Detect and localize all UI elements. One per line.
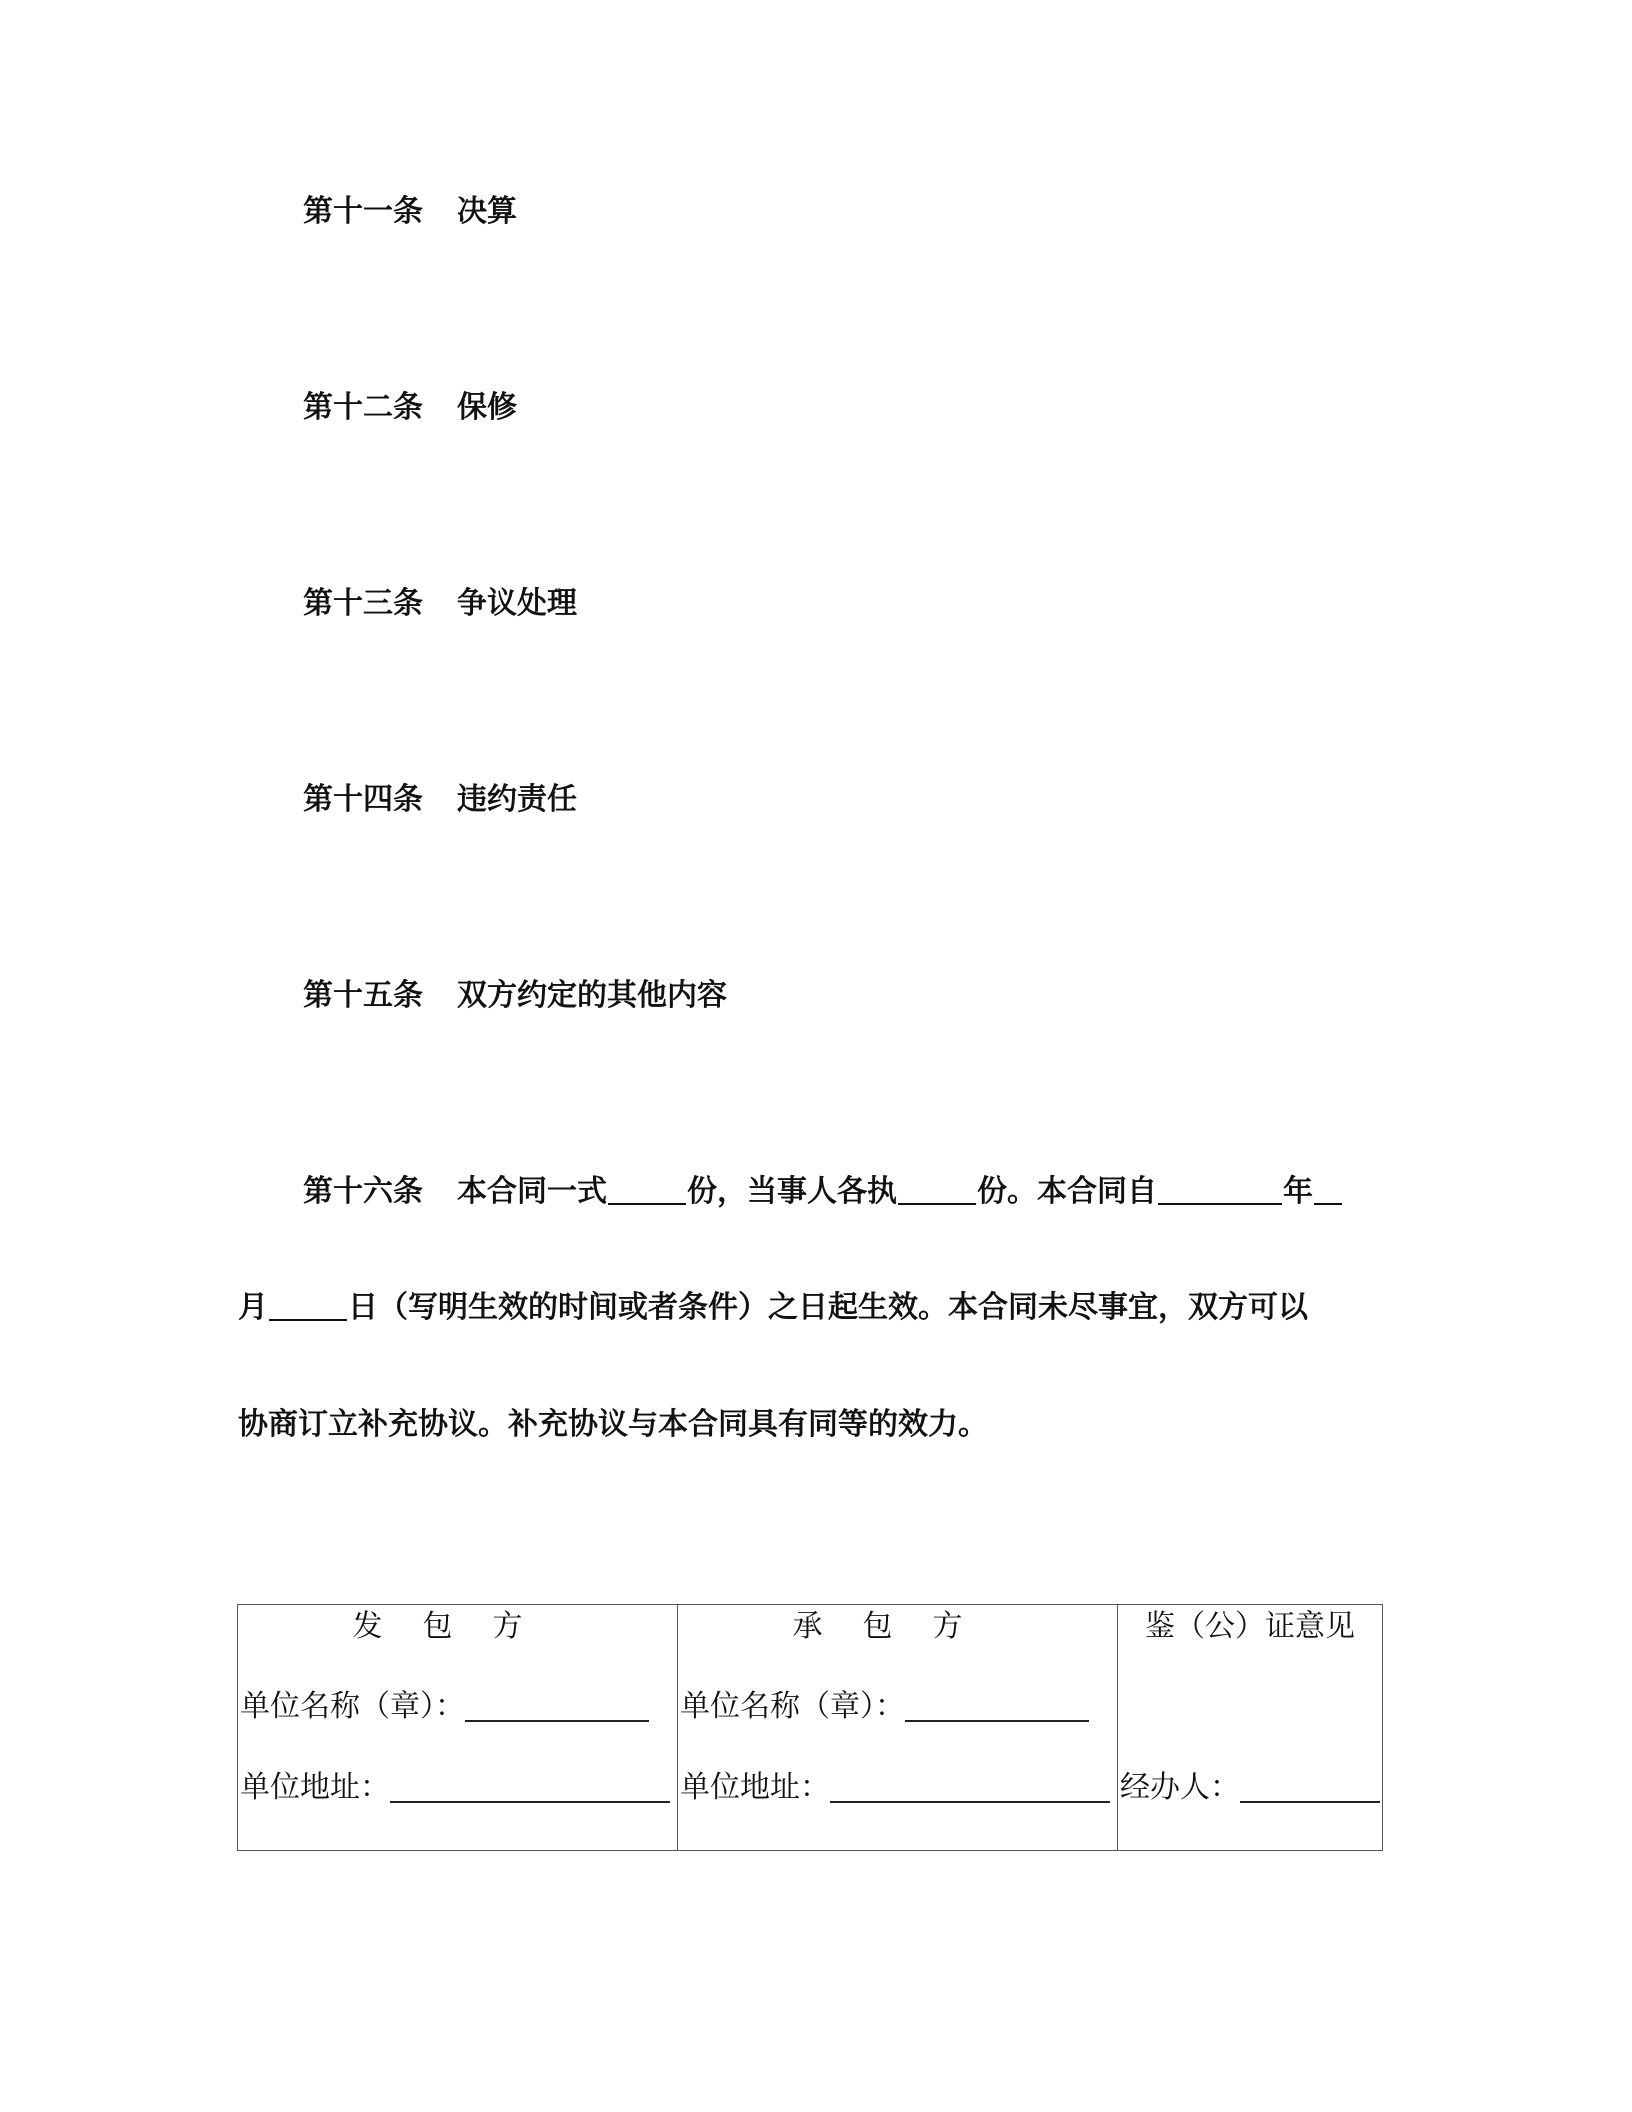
month-blank-start[interactable] [1314,1173,1342,1205]
handler-label: 经办人： [1120,1770,1240,1805]
party-b-unit-name-field[interactable] [905,1688,1089,1722]
article-number: 第十二条 [303,390,423,425]
article-12 [303,388,517,428]
party-a-unit-address-field[interactable] [390,1769,670,1803]
party-a-unit-address-row [240,1768,677,1808]
party-b-header: 承包方 [792,1609,1003,1644]
unit-address-label: 单位地址： [680,1770,830,1805]
article-title: 违约责任 [457,782,577,817]
party-b-unit-name-row [680,1687,1117,1727]
party-a-unit-name-row [240,1687,677,1727]
article-number: 第十五条 [303,978,423,1013]
unit-name-label: 单位名称（章）： [680,1689,905,1724]
article-number: 第十六条 [303,1174,423,1209]
article-title: 双方约定的其他内容 [457,978,727,1013]
unit-name-label: 单位名称（章）： [240,1689,465,1724]
article-number: 第十四条 [303,782,423,817]
article-title: 决算 [457,194,517,229]
article-14 [303,780,577,820]
party-b-unit-address-row [680,1768,1117,1808]
article-16-text: 协商订立补充协议。补充协议与本合同具有同等的效力。 [238,1407,988,1442]
article-15 [303,976,727,1016]
year-blank[interactable] [1158,1173,1282,1205]
article-16-line-3 [238,1405,988,1445]
party-a-header: 发包方 [352,1609,563,1644]
article-16-line-2 [238,1288,1308,1328]
article-16-text: 月 [238,1290,268,1325]
party-a-unit-name-field[interactable] [465,1688,649,1722]
party-b-unit-address-field[interactable] [830,1769,1110,1803]
notary-column [1118,1605,1382,1850]
copies-each-blank[interactable] [898,1173,976,1205]
article-16-text: 份，当事人各执 [687,1174,897,1209]
article-number: 第十一条 [303,194,423,229]
party-b-column [678,1605,1118,1850]
day-blank[interactable] [269,1289,347,1321]
article-16-text: 日（写明生效的时间或者条件）之日起生效。本合同未尽事宜，双方可以 [348,1290,1308,1325]
article-16-text: 本合同一式 [457,1174,607,1209]
article-13 [303,584,577,624]
article-11 [303,192,517,232]
notary-header: 鉴（公）证意见 [1145,1609,1355,1644]
unit-address-label: 单位地址： [240,1770,390,1805]
article-16-line-1 [303,1172,1343,1212]
article-16-text: 年 [1283,1174,1313,1209]
notary-handler-field[interactable] [1240,1769,1380,1803]
copies-total-blank[interactable] [608,1173,686,1205]
article-16-text: 份。本合同自 [977,1174,1157,1209]
article-number: 第十三条 [303,586,423,621]
signature-table [237,1604,1383,1851]
notary-handler-row [1120,1768,1382,1808]
article-title: 争议处理 [457,586,577,621]
article-title: 保修 [457,390,517,425]
party-a-column [238,1605,678,1850]
